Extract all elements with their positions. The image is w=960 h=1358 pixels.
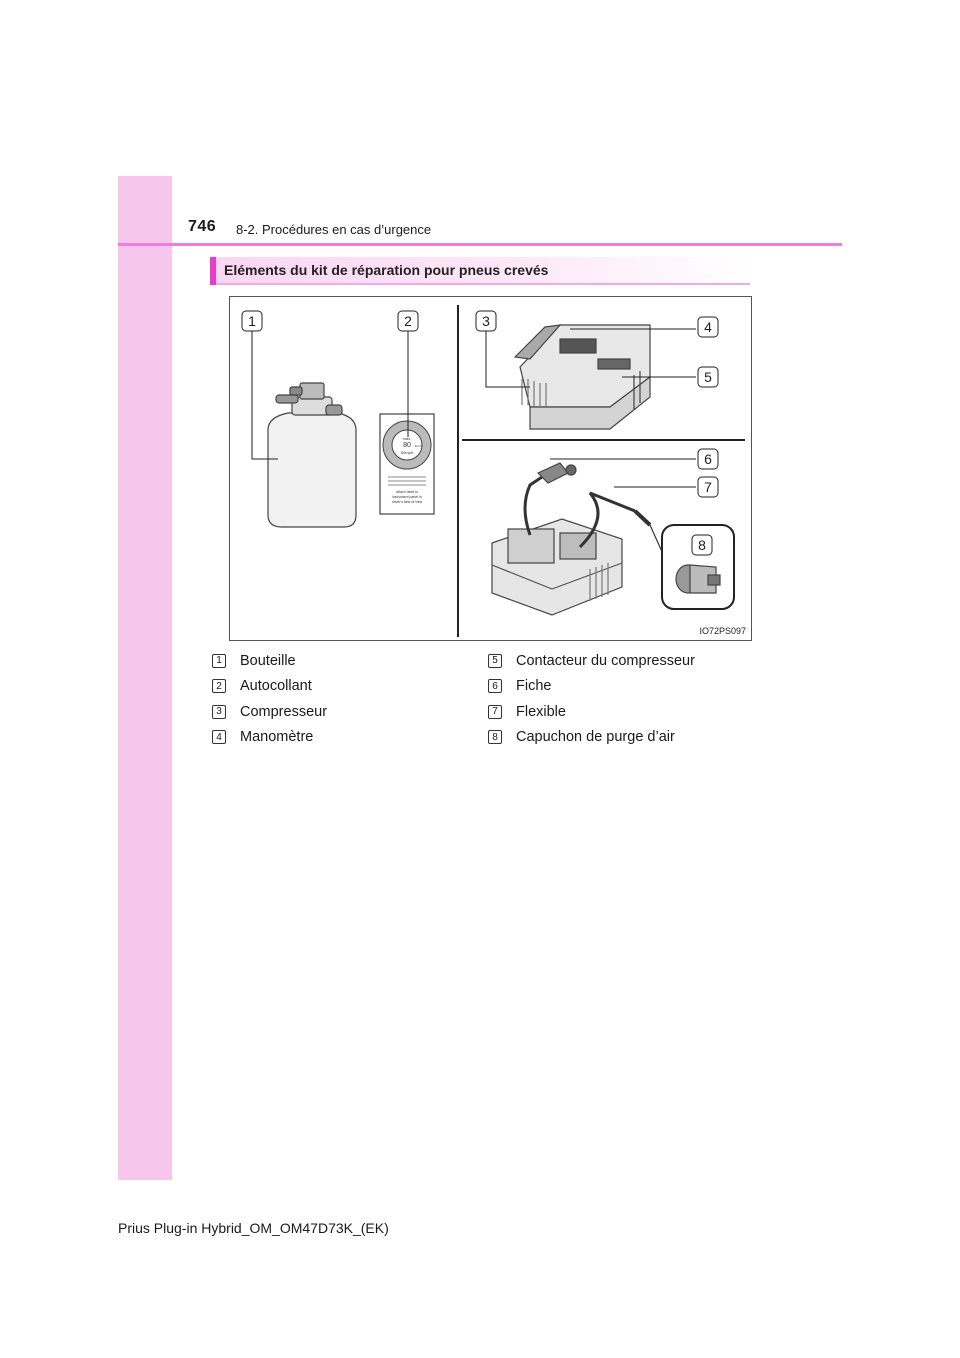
bottle-drawing — [268, 383, 356, 527]
svg-text:7: 7 — [704, 479, 712, 495]
legend-label: Contacteur du compresseur — [516, 652, 695, 669]
legend-left-column — [212, 648, 482, 750]
legend-right-column — [488, 648, 788, 750]
legend-number: 5 — [488, 654, 502, 668]
legend-number: 4 — [212, 730, 226, 744]
sticker-drawing — [380, 414, 434, 514]
callout-4 — [698, 317, 718, 337]
legend-number: 1 — [212, 654, 226, 668]
legend-number: 3 — [212, 705, 226, 719]
svg-text:1: 1 — [248, 313, 256, 329]
svg-text:4: 4 — [704, 319, 712, 335]
legend-label: Autocollant — [240, 678, 312, 695]
legend-number: 2 — [212, 679, 226, 693]
compressor-hose-drawing — [492, 463, 650, 615]
page-number: 746 — [188, 218, 217, 235]
svg-text:2: 2 — [404, 313, 412, 329]
section-title: 8-2. Procédures en cas d’urgence — [236, 222, 432, 237]
side-tab-band — [118, 176, 172, 1180]
sticker-max-label: max. — [402, 436, 412, 441]
sticker-speed-kmh: 80 — [403, 442, 411, 449]
sticker-unit-kmh: km/h — [415, 444, 422, 448]
legend-label: Fiche — [516, 678, 552, 695]
callout-8 — [692, 535, 712, 555]
callout-2 — [398, 311, 418, 331]
header-rule — [118, 243, 842, 246]
callout-1 — [242, 311, 262, 331]
callout-6 — [698, 449, 718, 469]
svg-text:8: 8 — [698, 537, 706, 553]
document-footer: Prius Plug-in Hybrid_OM_OM47D73K_(EK) — [118, 1220, 389, 1236]
legend-item-plug — [488, 674, 788, 700]
legend-label: Flexible — [516, 703, 566, 720]
legend-item-compressor-switch — [488, 648, 788, 674]
callout-5 — [698, 367, 718, 387]
legend-number: 6 — [488, 679, 502, 693]
legend-item-bottle — [212, 648, 482, 674]
svg-text:3: 3 — [482, 313, 490, 329]
legend-item-pressure-gauge — [212, 725, 482, 751]
sticker-instruction-2: instrument panel in — [392, 495, 422, 499]
legend-item-hose — [488, 699, 788, 725]
legend-label: Manomètre — [240, 729, 314, 746]
callout-3 — [476, 311, 496, 331]
legend-item-sticker — [212, 674, 482, 700]
repair-kit-illustration — [229, 296, 752, 641]
heading-title: Eléments du kit de réparation pour pneus crevés — [224, 262, 549, 278]
heading-accent-bar — [210, 257, 216, 285]
legend-label: Compresseur — [240, 703, 328, 720]
sticker-speed-mph: 50mph — [400, 450, 414, 455]
svg-text:6: 6 — [704, 451, 712, 467]
sticker-instruction-3: driver's field of view — [391, 500, 423, 504]
legend-label: Bouteille — [240, 652, 296, 669]
section-heading — [210, 257, 750, 285]
legend-item-air-bleed-cap — [488, 725, 788, 751]
svg-text:5: 5 — [704, 369, 712, 385]
legend-item-compressor — [212, 699, 482, 725]
callout-7 — [698, 477, 718, 497]
sticker-instruction-1: Attach label to — [395, 490, 419, 494]
legend-number: 7 — [488, 705, 502, 719]
legend-number: 8 — [488, 730, 502, 744]
image-code: IO72PS097 — [699, 626, 746, 636]
legend-label: Capuchon de purge d’air — [516, 729, 675, 746]
